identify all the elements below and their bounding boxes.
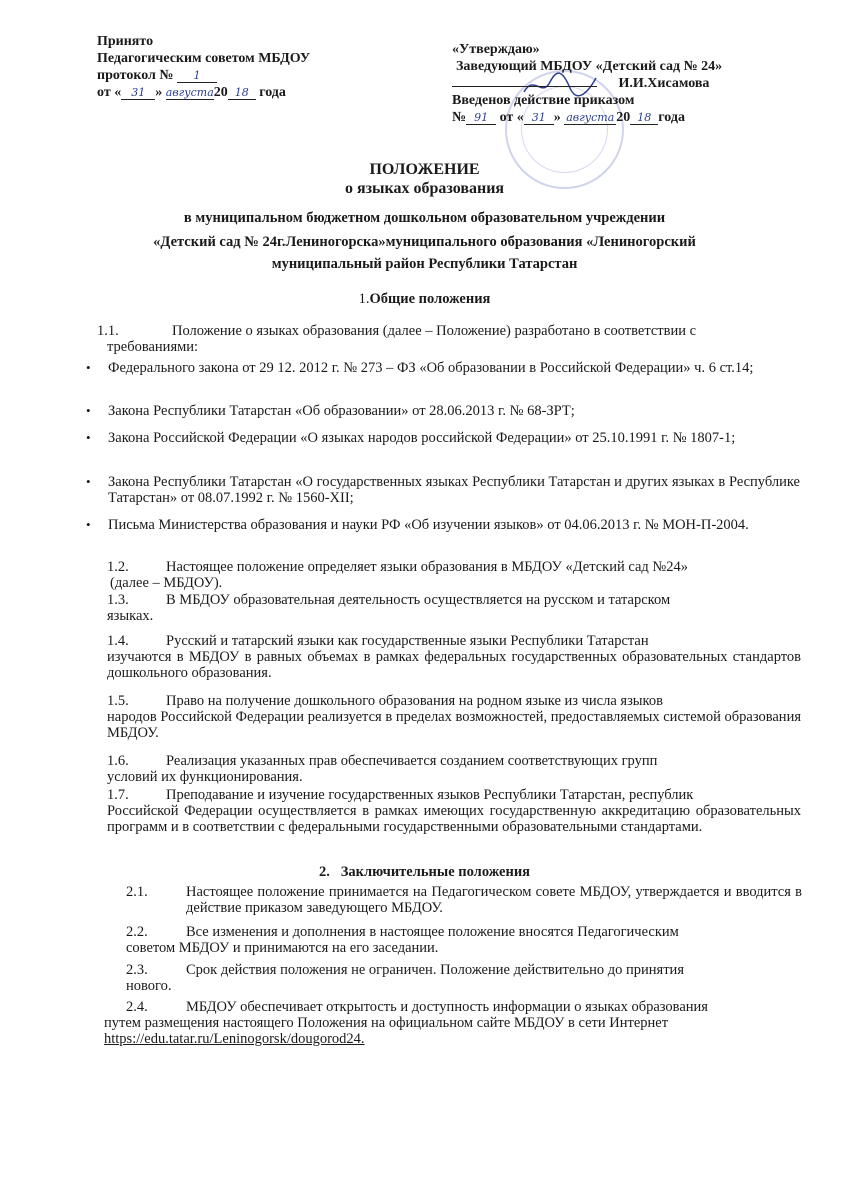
paragraph-number: 2.3. [126,962,148,978]
enactment-label: Введенов действие приказом [452,93,635,108]
paragraph-1-7: 1.7. Преподавание и изучение государственных языков Республики Татарстан, республик Российской Федерации осуществляется в рамках имеющих государственную аккредитацию образовательных программ и в соответствии с федеральными государственными образовательными стандартами. [107,787,801,835]
order-year: 18 [637,111,652,124]
section2-heading: 2. Заключительные положения [318,864,531,880]
paragraph-2-1: 2.1. Настоящее положение принимается на Педагогическом совете МБДОУ, утверждается и вводится в действие приказом заведующего МБДОУ. [126,884,802,916]
approval-date-line: от « 31 » августа20 18 года [97,85,286,100]
approved-by: Педагогическим советом МБДОУ [97,51,311,66]
doc-subtitle: о языках образования [344,180,505,197]
paragraph-number: 1.6. [107,753,129,769]
order-day: 31 [531,111,546,124]
order-month: августа [566,111,615,124]
authorization-block [452,41,722,126]
paragraph-number: 1.2. [107,559,129,575]
website-link[interactable]: https://edu.tatar.ru/Leninogorsk/dougorod24. [104,1031,365,1047]
head-position: Заведующий МБДОУ «Детский сад № 24» [456,59,723,74]
paragraph-number: 1.4. [107,633,129,649]
paragraph-2-4: 2.4. МБДОУ обеспечивает открытость и доступность информации о языках образования путем размещения настоящего Положения на официальном сайте МБДОУ в сети Интернет https://edu.tatar.ru/Leninogorsk/dougorod24. [104,999,708,1047]
paragraph-number: 1.7. [107,787,129,803]
head-signature-line [452,75,722,92]
bullet-item: • Письма Министерства образования и науки РФ «Об изучении языков» от 04.06.2013 г. № МОН-П-2004. [108,517,800,533]
paragraph-number: 2.1. [126,884,148,900]
approval-month: августа [165,86,214,99]
order-number: 91 [474,111,489,124]
approval-day: 31 [131,86,146,99]
paragraph-number: 2.4. [126,999,148,1015]
bullet-item: • Закона Республики Татарстан «О государственных языках Республики Татарстан и других языках в Республике Татарстан» от 08.07.1992 г. № 1560-XII; [108,474,800,506]
paragraph-number: 2.2. [126,924,148,940]
protocol-line [97,67,310,84]
head-name: И.И.Хисамова [618,76,710,91]
title-institution-3: муниципальный район Республики Татарстан [271,256,578,272]
bullet-item: • Федерального закона от 29 12. 2012 г. № 273 – ФЗ «Об образовании в Российской Федерации» ч. 6 ст.14; [108,360,800,376]
paragraph-1-4: 1.4. Русский и татарский языки как государственные языки Республики Татарстан изучаются в МБДОУ в равных объемах в рамках федеральных государственных образовательных стандартов дошкольного образования. [107,633,801,681]
paragraph-1-1: 1.1. Положение о языках образования (далее – Положение) разработано в соответствии с требованиями: [97,323,697,355]
paragraph-1-6: 1.6. Реализация указанных прав обеспечивается созданием соответствующих групп условий их функционирования. [107,753,658,785]
section1-heading: 1.Общие положения [358,291,491,307]
paragraph-number: 1.1. [97,323,119,339]
protocol-label: протокол № [97,68,174,83]
order-line: № 91 от « 31 » августа 20 18 года [452,110,685,125]
approval-year: 18 [234,86,249,99]
paragraph-2-3: 2.3. Срок действия положения не ограничен. Положение действительно до принятия нового. [126,962,684,994]
paragraph-number: 1.3. [107,592,129,608]
approval-block [97,33,310,101]
bullet-item: • Закона Республики Татарстан «Об образовании» от 28.06.2013 г. № 68-ЗРТ; [108,403,800,419]
bullet-item: • Закона Российской Федерации «О языках народов российской Федерации» от 25.10.1991 г. № 1807-1; [108,430,800,446]
authorize-label: «Утверждаю» [452,42,540,57]
paragraph-number: 1.5. [107,693,129,709]
title-institution-1: в муниципальном бюджетном дошкольном образовательном учреждении [183,210,666,226]
paragraph-1-2: 1.2. Настоящее положение определяет языки образования в МБДОУ «Детский сад №24» (далее – МБДОУ). [107,559,688,591]
paragraph-2-2: 2.2. Все изменения и дополнения в настоящее положение вносятся Педагогическим советом МБДОУ и принимаются на его заседании. [126,924,679,956]
protocol-number: 1 [193,69,201,82]
doc-title: ПОЛОЖЕНИЕ [369,161,480,178]
paragraph-1-5: 1.5. Право на получение дошкольного образования на родном языке из числа языков народов Российской Федерации реализуется в пределах возможностей, предоставляемых системой образования МБДОУ. [107,693,801,741]
approved-label: Принято [97,34,154,49]
paragraph-1-3: 1.3. В МБДОУ образовательная деятельность осуществляется на русском и татарском языках. [107,592,671,624]
title-institution-2: «Детский сад № 24г.Лениногорска»муниципального образования «Лениногорский [153,234,696,250]
